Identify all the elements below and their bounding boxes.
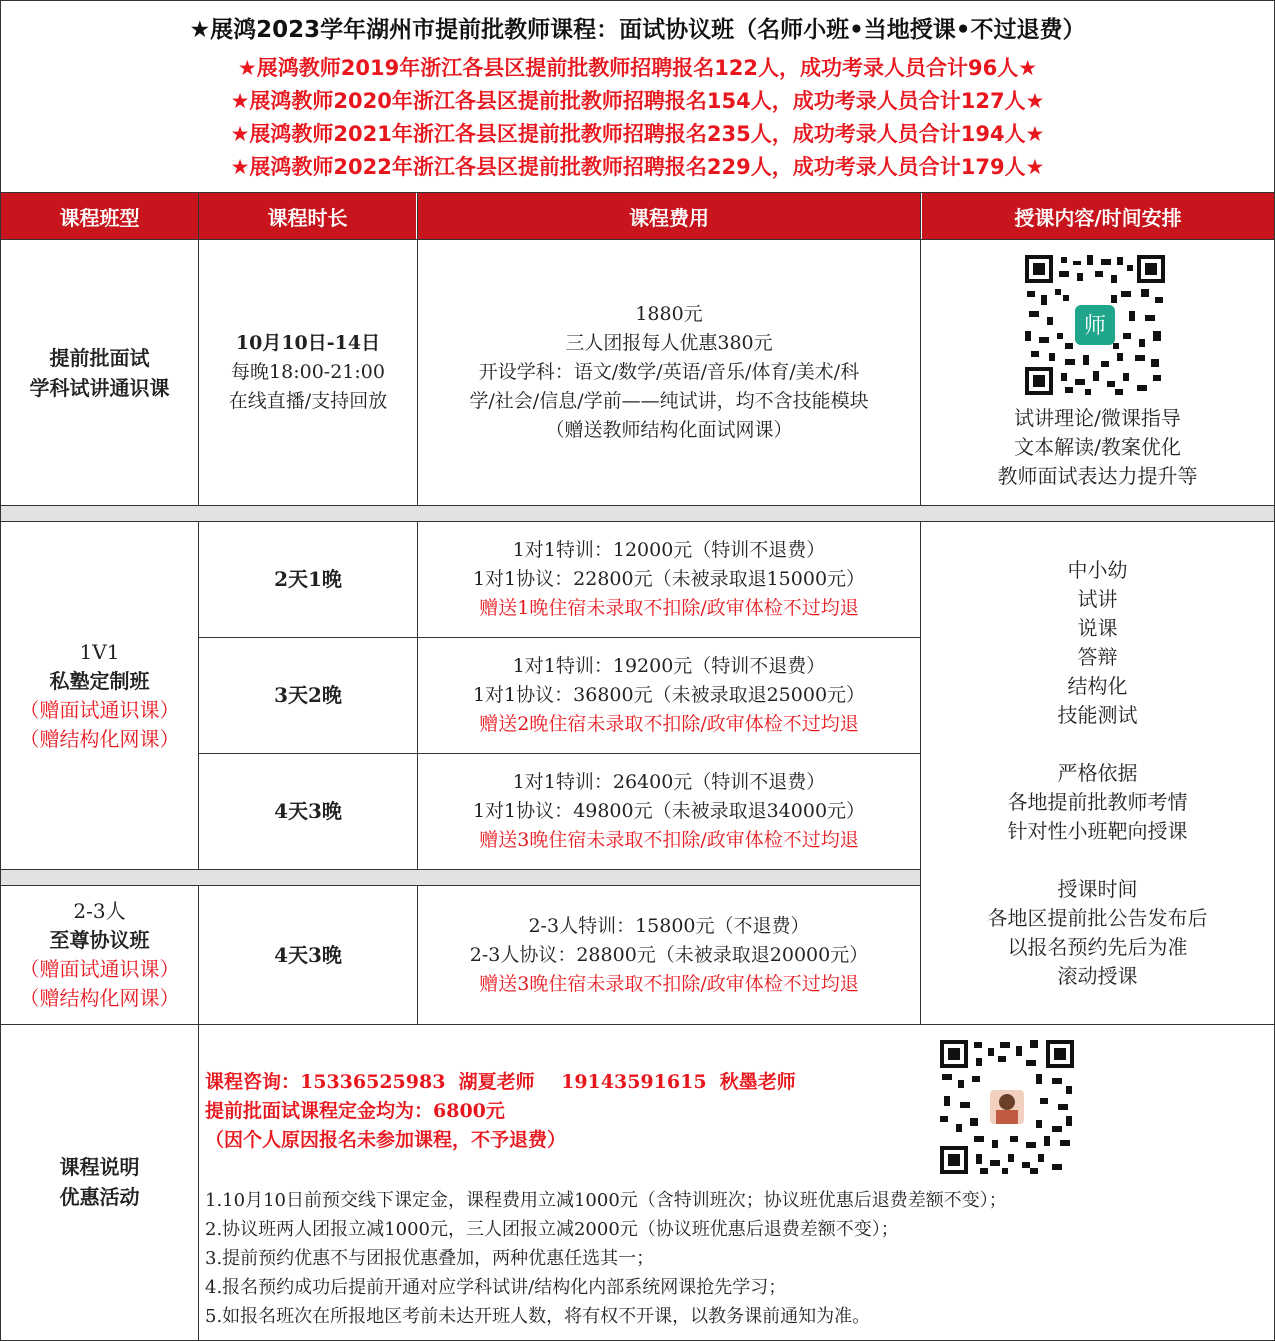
course2-type-line: 1V1: [79, 639, 120, 664]
course1-type-line: 提前批面试: [49, 345, 150, 370]
svg-text:师: 师: [1083, 314, 1107, 339]
course-content-schedule: [921, 522, 1274, 1024]
course2-option-1-duration: 2天1晚: [274, 567, 342, 591]
content-line: 针对性小班靶向授课: [1007, 818, 1188, 843]
content-line: 中小幼: [1067, 557, 1128, 582]
course1-content-line: 文本解读/教案优化: [1014, 435, 1181, 459]
course1-group-discount: 三人团报每人优惠380元: [565, 332, 773, 354]
content-line: 说课: [1077, 615, 1118, 640]
grid-line: [0, 869, 921, 870]
course3-type: [1, 886, 198, 1024]
refund-note: （因个人原因报名未参加课程，不予退费）: [205, 1129, 567, 1151]
fee-line: 2-3人特训：15800元（不退费）: [528, 914, 810, 937]
grid-line: [0, 505, 1275, 506]
page-title: ★展鸿2023学年湖州市提前批教师课程：面试协议班（名师小班•当地授课•不过退费）: [189, 17, 1086, 43]
row-gap-1: [1, 506, 1274, 521]
fee-line: 1对1特训：12000元（特训不退费）: [512, 539, 826, 561]
page-header: [0, 0, 1275, 192]
course2-type-name: 私塾定制班: [49, 668, 150, 693]
rule-item: 2.协议班两人团报立减1000元，三人团报立减2000元（协议班优惠后退费差额不变）；: [205, 1219, 899, 1240]
content-line: 技能测试: [1057, 702, 1138, 727]
content-line: 滚动授课: [1057, 963, 1138, 988]
course1-subjects-cont: 学/社会/信息/学前——纯试讲，均不含技能模块: [469, 390, 869, 412]
content-line: 授课时间: [1057, 876, 1138, 901]
rule-item: 5.如报名班次在所报地区考前未达开班人数，将有权不开课，以教务课前通知为准。: [205, 1306, 871, 1327]
course3-gift: （赠面试通识课）: [19, 957, 180, 981]
course2-type: [1, 522, 198, 869]
course1-price: 1880元: [635, 303, 703, 325]
content-line: 试讲: [1077, 586, 1118, 611]
course1-bonus: （赠送教师结构化面试网课）: [545, 419, 793, 441]
course1-type: [1, 240, 198, 505]
content-line: 答辩: [1077, 644, 1118, 669]
course1-dates: 10月10日-14日: [235, 332, 381, 354]
fee-line: 2-3人协议：28800元（未被录取退20000元）: [469, 943, 869, 966]
content-line: 各地提前批教师考情: [1007, 789, 1188, 814]
deposit-note: 提前批面试课程定金均为：6800元: [205, 1100, 505, 1122]
fee-line: 1对1协议：36800元（未被录取退25000元）: [472, 684, 866, 706]
fee-line: 1对1特训：26400元（特训不退费）: [512, 771, 826, 793]
qr-code-icon: [940, 1040, 1074, 1178]
course1-subjects: 开设学科：语文/数学/英语/音乐/体育/美术/科: [478, 361, 860, 383]
footer-promo: [205, 1068, 796, 1155]
course1-format: 在线直播/支持回放: [228, 390, 388, 412]
course3-gift: （赠结构化网课）: [19, 986, 180, 1010]
course3-type-line: 2-3人: [73, 899, 126, 923]
course3-type-name: 至尊协议班: [49, 928, 150, 952]
course2-option-3-fee: [418, 754, 920, 869]
footer-rules: [205, 1186, 1007, 1331]
fee-gift: 赠送3晚住宿未录取不扣除/政审体检不过均退: [479, 972, 859, 995]
course1-fee: [418, 240, 920, 505]
rule-item: 1.10月10日前预交线下课定金，课程费用立减1000元（含特训班次；协议班优惠后退费差额不变）；: [205, 1190, 1007, 1211]
course3-fee: [418, 886, 920, 1024]
fee-line: 1对1协议：22800元（未被录取退15000元）: [472, 568, 866, 590]
fee-gift: 赠送1晚住宿未录取不扣除/政审体检不过均退: [479, 597, 859, 619]
course1-type-line: 学科试讲通识课: [29, 375, 170, 400]
course2-option-1-fee: [418, 522, 920, 637]
course2-option-3-duration: 4天3晚: [274, 799, 342, 823]
footer-label-line: 课程说明: [59, 1155, 140, 1179]
rule-item: 3.提前预约优惠不与团报优惠叠加，两种优惠任选其一；: [205, 1248, 655, 1269]
content-line: 以报名预约先后为准: [1007, 934, 1188, 959]
fee-gift: 赠送3晚住宿未录取不扣除/政审体检不过均退: [479, 829, 859, 851]
rule-item: 4.报名预约成功后提前开通对应学科试讲/结构化内部系统网课抢先学习；: [205, 1277, 787, 1298]
course1-content: [921, 400, 1274, 495]
course1-content-line: 教师面试表达力提升等: [997, 464, 1198, 488]
fee-gift: 赠送2晚住宿未录取不扣除/政审体检不过均退: [479, 713, 859, 735]
course2-gift: （赠面试通识课）: [19, 697, 180, 722]
content-line: 结构化: [1067, 673, 1128, 698]
stat-line-2022: ★展鸿教师2022年浙江各县区提前批教师招聘报名229人，成功考录人员合计179人★: [230, 155, 1045, 179]
col-header-fee: 课程费用: [418, 193, 920, 239]
consult-contacts: 课程咨询：15336525983 湖夏老师 19143591615 秋墨老师: [205, 1071, 796, 1093]
course2-option-2-fee: [418, 638, 920, 753]
course3-duration: 4天3晚: [274, 942, 342, 967]
stat-line-2020: ★展鸿教师2020年浙江各县区提前批教师招聘报名154人，成功考录人员合计127人★: [230, 89, 1045, 113]
row-gap-2: [1, 870, 920, 885]
fee-line: 1对1特训：19200元（特训不退费）: [512, 655, 826, 677]
course1-content-line: 试讲理论/微课指导: [1014, 406, 1181, 430]
course1-hours: 每晚18:00-21:00: [231, 361, 385, 383]
footer-label: [1, 1025, 198, 1339]
content-line: 严格依据: [1057, 760, 1138, 785]
course1-duration: [199, 240, 417, 505]
col-header-content: 授课内容/时间安排: [922, 193, 1274, 239]
fee-line: 1对1协议：49800元（未被录取退34000元）: [472, 800, 866, 822]
footer-label-line: 优惠活动: [59, 1185, 140, 1209]
col-header-type: 课程班型: [1, 193, 198, 239]
stat-line-2019: ★展鸿教师2019年浙江各县区提前批教师招聘报名122人，成功考录人员合计96人★: [237, 56, 1038, 80]
content-line: 各地区提前批公告发布后: [987, 905, 1208, 930]
stat-line-2021: ★展鸿教师2021年浙江各县区提前批教师招聘报名235人，成功考录人员合计194人★: [230, 122, 1045, 146]
col-header-duration: 课程时长: [199, 193, 416, 239]
grid-line: [0, 192, 1275, 193]
course2-option-2-duration: 3天2晚: [274, 683, 342, 707]
qr-code-icon: [1025, 255, 1165, 399]
course2-gift: （赠结构化网课）: [19, 726, 180, 751]
